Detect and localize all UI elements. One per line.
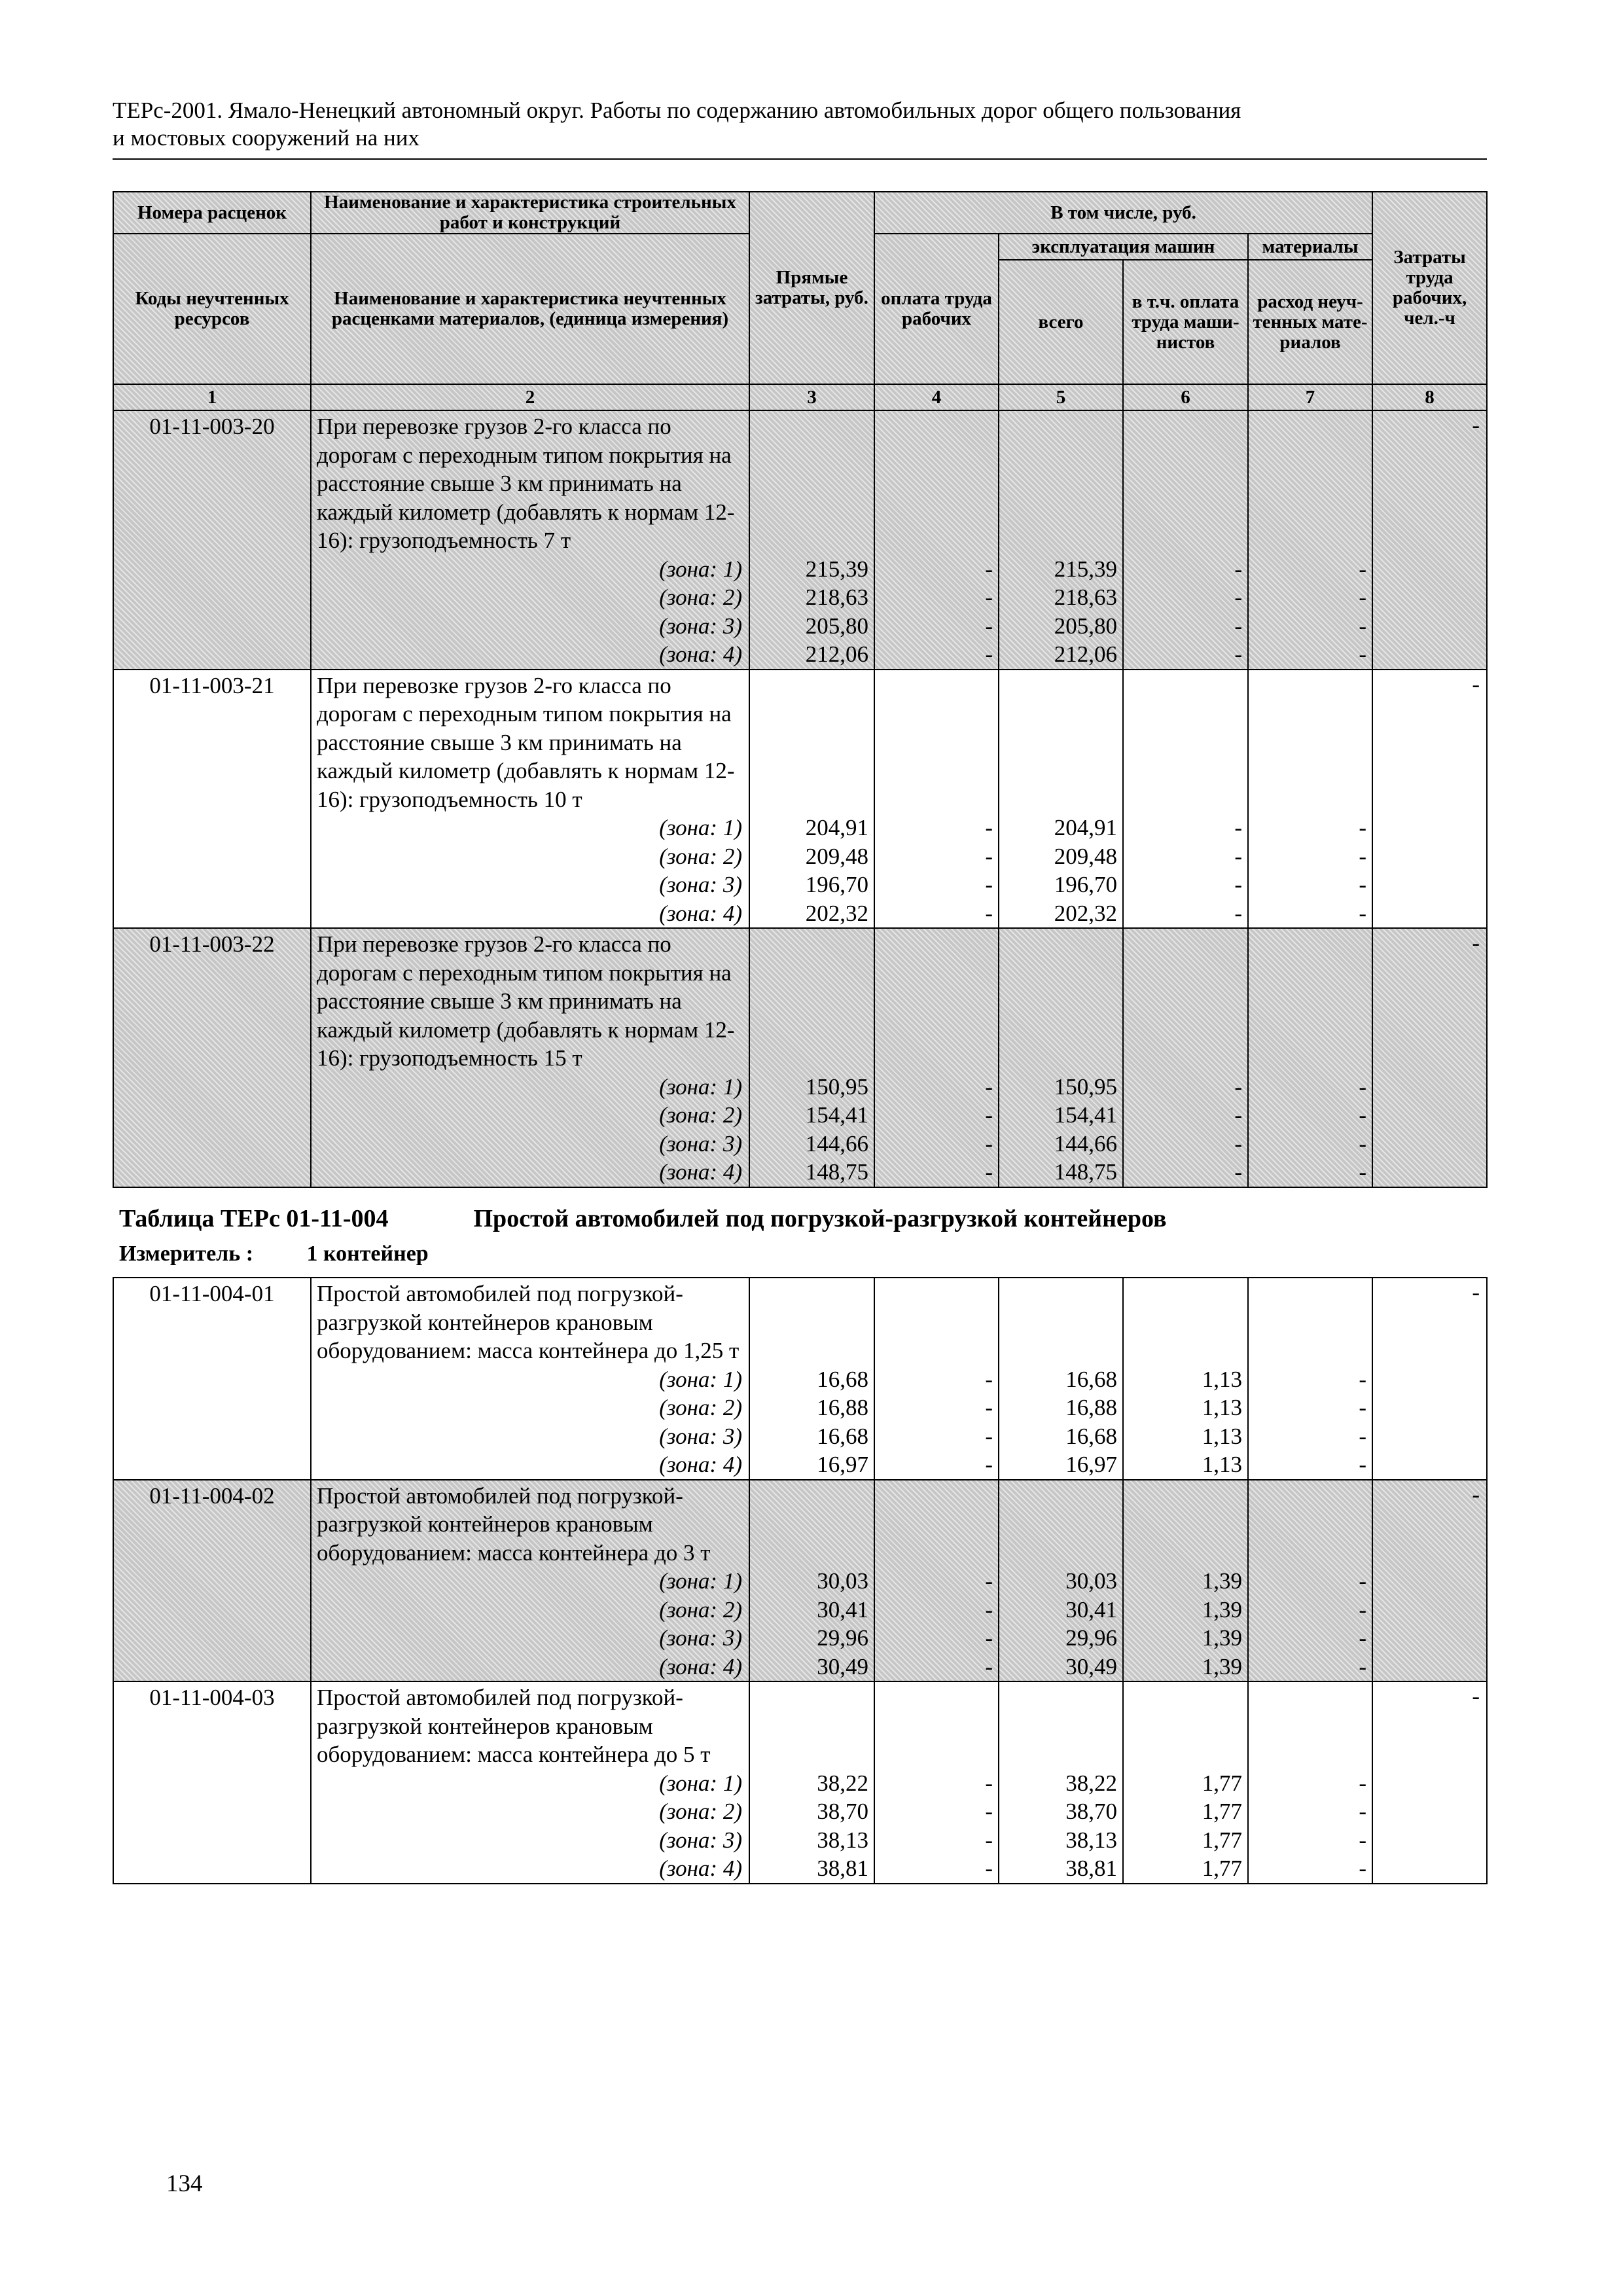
rate-description: Простой автомобилей под погрузкой-разгрузкой контейнеров крановым оборудованием: масса контейнера до 3 т	[317, 1482, 711, 1566]
table-row	[113, 1278, 1487, 1480]
value-mach: 154,41	[1054, 1102, 1117, 1128]
rate-code: 01-11-004-01	[113, 1278, 311, 1480]
value-direct: 204,91	[805, 815, 868, 840]
value-mach: 38,22	[1065, 1770, 1117, 1796]
value-mat: -	[1359, 1395, 1366, 1420]
value-pay: -	[985, 1596, 993, 1623]
value-mach-pay: 1,77	[1202, 1856, 1242, 1881]
col-number-2: 2	[311, 384, 749, 410]
header-rule	[113, 158, 1487, 160]
value-mach: 38,81	[1065, 1856, 1117, 1881]
value-direct: 38,13	[817, 1827, 868, 1853]
value-mach: 30,49	[1065, 1653, 1117, 1679]
col-number-7: 7	[1248, 384, 1372, 410]
value-direct: 16,88	[817, 1395, 868, 1420]
table-row	[113, 410, 1487, 670]
zone-label: (зона: 4)	[659, 1653, 742, 1679]
rate-description-cell	[311, 410, 749, 670]
value-cell-pay	[874, 410, 999, 670]
value-direct: 215,39	[805, 556, 868, 582]
value-mach: 202,32	[1054, 900, 1117, 926]
col-number-1: 1	[113, 384, 311, 410]
value-cell-direct	[749, 928, 874, 1187]
col8-head: Затраты труда рабочих, чел.-ч	[1372, 192, 1487, 384]
zone-label: (зона: 4)	[659, 1159, 742, 1185]
value-pay: -	[985, 1130, 993, 1157]
value-pay: -	[985, 556, 993, 582]
rate-code: 01-11-004-03	[113, 1681, 311, 1884]
value-mach-pay: -	[1234, 584, 1242, 610]
value-mach-pay: 1,13	[1202, 1452, 1242, 1477]
table2-unit	[119, 1242, 429, 1266]
value-mat: -	[1359, 1366, 1366, 1392]
value-cell-mach	[999, 928, 1123, 1187]
zone-label: (зона: 2)	[659, 584, 742, 610]
value-mat: -	[1359, 641, 1367, 667]
rate-description: При перевозке грузов 2-го класса по дорогам с переходным типом покрытия на расстояние свыше 3 км принимать на каждый километр (добавлять к нормам 12-16): грузоподъемность 15 т	[317, 931, 735, 1071]
col7-head: расход неуч-тенных мате-риалов	[1248, 260, 1372, 384]
value-direct: 150,95	[805, 1073, 868, 1100]
page-header	[113, 97, 1487, 152]
table2-title	[119, 1204, 1167, 1233]
value-mach-pay: -	[1234, 1102, 1242, 1128]
value-direct: 212,06	[805, 641, 868, 667]
zone-label: (зона: 3)	[659, 872, 742, 897]
value-mach-pay: -	[1234, 843, 1242, 869]
zone-label: (зона: 4)	[659, 641, 742, 667]
value-pay: -	[985, 1395, 993, 1420]
value-cell-direct	[749, 1681, 874, 1884]
col1-head-top: Номера расценок	[113, 192, 311, 234]
value-cell-pay	[874, 1480, 999, 1682]
value-direct: 205,80	[805, 613, 868, 639]
value-cell-pay	[874, 928, 999, 1187]
value-direct: 218,63	[805, 584, 868, 610]
value-pay: -	[985, 641, 993, 667]
zone-label: (зона: 1)	[659, 1366, 742, 1392]
value-mach-pay: -	[1234, 1130, 1242, 1157]
value-pay: -	[985, 872, 993, 897]
value-cell-pay	[874, 670, 999, 929]
value-direct: 196,70	[805, 872, 868, 897]
zone-label: (зона: 2)	[659, 1395, 742, 1420]
col2-head-top: Наименование и характеристика строительных работ и конструкций	[311, 192, 749, 234]
labor-cost: -	[1372, 1278, 1487, 1480]
value-mach-pay: -	[1234, 641, 1242, 667]
value-mat: -	[1359, 1568, 1366, 1594]
value-pay: -	[985, 1568, 993, 1594]
value-mach: 38,70	[1065, 1799, 1117, 1824]
value-cell-mach-pay	[1123, 928, 1248, 1187]
materials-head: материалы	[1248, 234, 1372, 260]
header-line-1: ТЕРс-2001. Ямало-Ненецкий автономный округ. Работы по содержанию автомобильных дорог общего пользования	[113, 98, 1241, 123]
value-pay: -	[985, 584, 993, 610]
labor-cost: -	[1372, 670, 1487, 929]
value-cell-mat	[1248, 928, 1372, 1187]
value-cell-mach	[999, 410, 1123, 670]
value-mat: -	[1359, 1130, 1367, 1157]
value-direct: 38,81	[817, 1856, 868, 1881]
value-mach: 205,80	[1054, 613, 1117, 639]
value-mat: -	[1359, 1159, 1367, 1185]
value-pay: -	[985, 815, 993, 840]
zone-label: (зона: 1)	[659, 556, 742, 582]
value-mat: -	[1359, 1799, 1366, 1824]
value-mach-pay: -	[1234, 815, 1242, 840]
zone-label: (зона: 1)	[659, 1568, 742, 1594]
value-mat: -	[1359, 613, 1367, 639]
value-mach-pay: -	[1234, 900, 1242, 926]
value-cell-mach	[999, 1278, 1123, 1480]
value-mat: -	[1359, 1625, 1366, 1651]
machines-head: эксплуатация машин	[999, 234, 1248, 260]
zone-label: (зона: 1)	[659, 1770, 742, 1796]
labor-cost: -	[1372, 928, 1487, 1187]
value-cell-pay	[874, 1278, 999, 1480]
value-direct: 30,41	[817, 1596, 868, 1623]
value-mach: 150,95	[1054, 1073, 1117, 1100]
value-cell-mat	[1248, 1480, 1372, 1682]
value-mat: -	[1359, 556, 1367, 582]
value-mat: -	[1359, 1770, 1366, 1796]
zone-label: (зона: 4)	[659, 1856, 742, 1881]
value-pay: -	[985, 1073, 993, 1100]
value-mat: -	[1359, 1596, 1366, 1623]
value-mach: 30,03	[1065, 1568, 1117, 1594]
value-direct: 202,32	[805, 900, 868, 926]
value-mat: -	[1359, 1452, 1366, 1477]
value-mat: -	[1359, 1856, 1366, 1881]
zone-label: (зона: 3)	[659, 1827, 742, 1853]
col4-head: оплата труда рабочих	[874, 234, 999, 384]
value-pay: -	[985, 1423, 993, 1449]
value-mach-pay: 1,39	[1202, 1568, 1242, 1594]
value-cell-mach-pay	[1123, 670, 1248, 929]
page-number: 134	[166, 2170, 203, 2197]
zone-label: (зона: 4)	[659, 1452, 742, 1477]
value-cell-direct	[749, 670, 874, 929]
value-mach: 212,06	[1054, 641, 1117, 667]
value-cell-mat	[1248, 670, 1372, 929]
incl-head: В том числе, руб.	[874, 192, 1372, 234]
value-direct: 38,70	[817, 1799, 868, 1824]
zone-label: (зона: 2)	[659, 1596, 742, 1623]
col-number-8: 8	[1372, 384, 1487, 410]
value-mach-pay: 1,13	[1202, 1366, 1242, 1392]
value-mach: 215,39	[1054, 556, 1117, 582]
value-direct: 16,97	[817, 1452, 868, 1477]
value-cell-direct	[749, 1278, 874, 1480]
value-pay: -	[985, 1827, 993, 1853]
labor-cost: -	[1372, 1480, 1487, 1682]
value-mach: 144,66	[1054, 1130, 1117, 1157]
value-mach-pay: -	[1234, 556, 1242, 582]
value-pay: -	[985, 1102, 993, 1128]
value-mach: 29,96	[1065, 1625, 1117, 1651]
value-cell-mach	[999, 670, 1123, 929]
value-mach: 16,88	[1065, 1395, 1117, 1420]
rate-description: Простой автомобилей под погрузкой-разгрузкой контейнеров крановым оборудованием: масса контейнера до 1,25 т	[317, 1281, 740, 1363]
value-mach-pay: -	[1234, 1073, 1242, 1100]
value-mach-pay: 1,13	[1202, 1423, 1242, 1449]
col-number-3: 3	[749, 384, 874, 410]
value-mat: -	[1359, 1073, 1367, 1100]
rate-description: Простой автомобилей под погрузкой-разгрузкой контейнеров крановым оборудованием: масса контейнера до 5 т	[317, 1685, 711, 1767]
table2-title-code: Таблица ТЕРс 01-11-004	[119, 1205, 389, 1232]
value-cell-direct	[749, 1480, 874, 1682]
rate-description-cell	[311, 928, 749, 1187]
rate-description-cell	[311, 1681, 749, 1884]
value-mach-pay: 1,39	[1202, 1625, 1242, 1651]
value-mach-pay: 1,39	[1202, 1596, 1242, 1623]
value-mat: -	[1359, 900, 1367, 926]
labor-cost: -	[1372, 1681, 1487, 1884]
value-mach: 16,68	[1065, 1366, 1117, 1392]
value-mat: -	[1359, 1827, 1366, 1853]
value-cell-mat	[1248, 1278, 1372, 1480]
value-direct: 29,96	[817, 1625, 868, 1651]
zone-label: (зона: 2)	[659, 1799, 742, 1824]
value-mach: 218,63	[1054, 584, 1117, 610]
table-row	[113, 1681, 1487, 1884]
rate-description: При перевозке грузов 2-го класса по дорогам с переходным типом покрытия на расстояние свыше 3 км принимать на каждый километр (добавлять к нормам 12-16): грузоподъемность 7 т	[317, 414, 735, 553]
value-pay: -	[985, 1799, 993, 1824]
value-mat: -	[1359, 584, 1367, 610]
value-mat: -	[1359, 1102, 1367, 1128]
value-mach: 16,68	[1065, 1423, 1117, 1449]
table-row	[113, 670, 1487, 929]
table-row	[113, 1480, 1487, 1682]
value-mat: -	[1359, 843, 1367, 869]
value-cell-mat	[1248, 410, 1372, 670]
value-mat: -	[1359, 1423, 1366, 1449]
value-mach: 196,70	[1054, 872, 1117, 897]
value-mach-pay: 1,77	[1202, 1827, 1242, 1853]
rate-code: 01-11-003-20	[113, 410, 311, 670]
value-mach-pay: -	[1234, 872, 1242, 897]
unit-label: Измеритель :	[119, 1242, 254, 1266]
value-direct: 148,75	[805, 1159, 868, 1185]
value-mach-pay: 1,13	[1202, 1395, 1242, 1420]
col1-head-bottom: Коды неучтенных ресурсов	[113, 234, 311, 384]
value-cell-mach-pay	[1123, 1681, 1248, 1884]
value-direct: 144,66	[805, 1130, 868, 1157]
col5-head: всего	[999, 260, 1123, 384]
value-pay: -	[985, 843, 993, 869]
value-cell-mach-pay	[1123, 410, 1248, 670]
zone-label: (зона: 3)	[659, 1423, 742, 1449]
unit-value: 1 контейнер	[306, 1242, 429, 1266]
col6-head: в т.ч. оплата труда маши-нистов	[1123, 260, 1248, 384]
col-number-5: 5	[999, 384, 1123, 410]
value-mach-pay: -	[1234, 1159, 1242, 1185]
value-pay: -	[985, 1856, 993, 1881]
rates-table-004	[113, 1277, 1488, 1884]
value-pay: -	[985, 1653, 993, 1679]
value-mach: 204,91	[1054, 815, 1117, 840]
value-mach: 148,75	[1054, 1159, 1117, 1185]
rate-code: 01-11-004-02	[113, 1480, 311, 1682]
zone-label: (зона: 1)	[659, 815, 742, 840]
col-number-6: 6	[1123, 384, 1248, 410]
rate-description: При перевозке грузов 2-го класса по дорогам с переходным типом покрытия на расстояние свыше 3 км принимать на каждый километр (добавлять к нормам 12-16): грузоподъемность 10 т	[317, 672, 735, 812]
value-mat: -	[1359, 815, 1367, 840]
table-row	[113, 928, 1487, 1187]
value-direct: 16,68	[817, 1423, 868, 1449]
rate-description-cell	[311, 670, 749, 929]
value-direct: 209,48	[805, 843, 868, 869]
value-pay: -	[985, 1625, 993, 1651]
value-cell-direct	[749, 410, 874, 670]
labor-cost: -	[1372, 410, 1487, 670]
rate-code: 01-11-003-21	[113, 670, 311, 929]
value-mach: 38,13	[1065, 1827, 1117, 1853]
zone-label: (зона: 2)	[659, 1102, 742, 1128]
value-direct: 154,41	[805, 1102, 868, 1128]
value-pay: -	[985, 1159, 993, 1185]
value-direct: 16,68	[817, 1366, 868, 1392]
col3-head: Прямые затраты, руб.	[749, 192, 874, 384]
table2-title-text: Простой автомобилей под погрузкой-разгрузкой контейнеров	[473, 1205, 1167, 1232]
zone-label: (зона: 4)	[659, 900, 742, 926]
value-cell-mach-pay	[1123, 1480, 1248, 1682]
value-direct: 38,22	[817, 1770, 868, 1796]
rate-description-cell	[311, 1480, 749, 1682]
value-pay: -	[985, 1452, 993, 1477]
value-pay: -	[985, 1366, 993, 1392]
value-mat: -	[1359, 872, 1367, 897]
value-pay: -	[985, 1770, 993, 1796]
value-direct: 30,03	[817, 1568, 868, 1594]
value-mach-pay: -	[1234, 613, 1242, 639]
value-pay: -	[985, 613, 993, 639]
value-pay: -	[985, 900, 993, 926]
zone-label: (зона: 3)	[659, 1130, 742, 1157]
value-mach-pay: 1,77	[1202, 1770, 1242, 1796]
value-mach-pay: 1,77	[1202, 1799, 1242, 1824]
value-cell-mach	[999, 1480, 1123, 1682]
zone-label: (зона: 3)	[659, 613, 742, 639]
value-mach: 16,97	[1065, 1452, 1117, 1477]
value-cell-mat	[1248, 1681, 1372, 1884]
value-cell-pay	[874, 1681, 999, 1884]
value-cell-mach	[999, 1681, 1123, 1884]
rate-description-cell	[311, 1278, 749, 1480]
col2-head-bottom: Наименование и характеристика неучтенных расценками материалов, (единица измерения)	[311, 234, 749, 384]
zone-label: (зона: 1)	[659, 1073, 742, 1100]
value-direct: 30,49	[817, 1653, 868, 1679]
col-number-4: 4	[874, 384, 999, 410]
value-mach-pay: 1,39	[1202, 1653, 1242, 1679]
value-cell-mach-pay	[1123, 1278, 1248, 1480]
rates-table-003	[113, 191, 1488, 1188]
value-mat: -	[1359, 1653, 1366, 1679]
zone-label: (зона: 2)	[659, 843, 742, 869]
header-line-2: и мостовых сооружений на них	[113, 125, 419, 151]
rate-code: 01-11-003-22	[113, 928, 311, 1187]
zone-label: (зона: 3)	[659, 1625, 742, 1651]
value-mach: 209,48	[1054, 843, 1117, 869]
value-mach: 30,41	[1065, 1596, 1117, 1623]
